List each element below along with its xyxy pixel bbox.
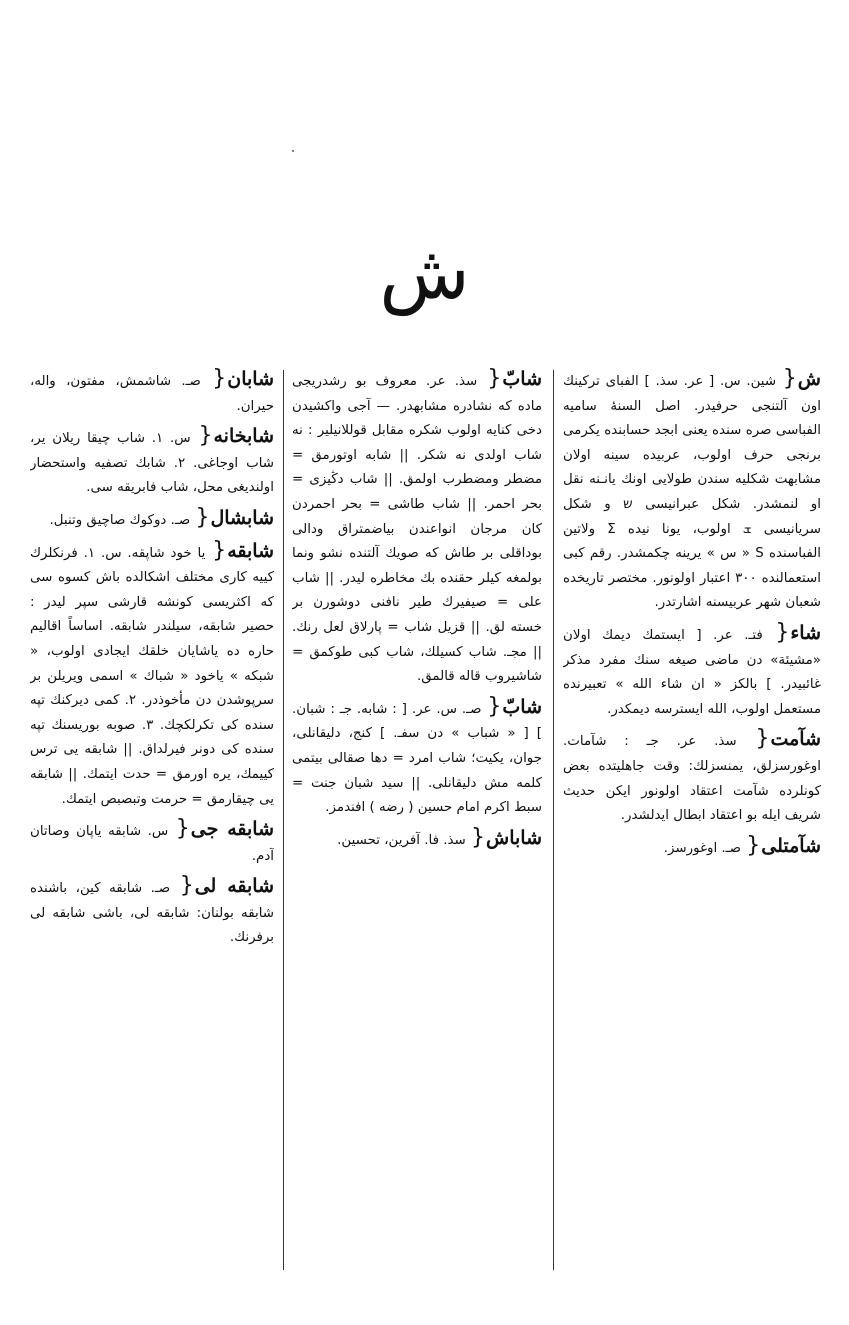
entry-definition: صـ. دوكوك صاچيق وتنبل. [49,512,191,528]
entry-brace: { [212,537,227,563]
entry-brace: { [487,368,502,391]
entry-definition: سذ. عر. جـ : شآمات. اوغورسزلق، يمنسزلك: وقت جاهليتده بعض كونلرده شآمت اعتقاد اولونور ايكن حديث شريف ايله بو اعتقاد ابطال ايدلشدر. [563,734,821,824]
dictionary-column-left [30,368,274,1308]
entry-headword: شابقه جى [190,818,274,841]
entry-headword: شابشال [210,506,274,529]
dictionary-entry [292,693,542,821]
entry-brace: { [198,423,213,449]
entry-headword: شابقه [227,539,274,562]
entry-headword: ش [797,368,821,390]
entry-definition: صـ. شابقه كين، باشنده شابقه بولنان: شابقه لى، باشى شابقه لى برفرنك. [30,881,274,946]
dictionary-entry [563,728,821,828]
dictionary-entry [292,368,542,690]
entry-definition: س. شابقه ياپان وصاتان آدم. [30,824,274,864]
column-divider-right [553,370,554,1270]
scan-speck [292,150,294,152]
entry-headword: شاباش [486,826,542,849]
entry-headword: شابان [227,368,274,390]
dictionary-entry [292,824,542,854]
entry-definition: س. ١. شاب چيقا ريلان ير، شاب اوجاغى. ٢. شابك تصفيه واستحضار اولنديغى محل، شاب فابريقه سى. [30,431,274,496]
dictionary-entry [563,368,821,616]
dictionary-entry [563,832,821,862]
column-divider-left [283,370,284,1270]
entry-headword: شابّ [502,368,542,390]
dictionary-column-middle [292,368,542,1308]
entry-definition: سذ. فا. آفرين، تحسين. [337,832,466,848]
entry-definition: صـ. س. عر. [ : شابه. جـ : شبان. ] [ « شباب » دن سفـ. ] كنج، دليقانلى، جوان، يكيت؛ شاب امرد = دها صقالى بيتمى كلمه مش دليقانلى. || سيد شبان جنت = سبط اكرم امام حسين ( رضه ) افندمز. [292,701,542,816]
entry-brace: { [471,824,486,850]
entry-brace: { [755,726,770,752]
dictionary-entry [30,425,274,501]
entry-brace: { [782,368,797,391]
entry-headword: شابقه لى [194,875,274,898]
dictionary-entry [30,818,274,869]
entry-definition: صـ. شاشمش، مفتون، واله، حيران. [30,374,274,414]
entry-headword: شابخانه [213,425,274,448]
entry-brace: { [195,504,210,530]
entry-brace: { [775,619,790,645]
entry-brace: { [487,693,502,719]
entry-definition: صـ. اوغورسز. [663,840,741,856]
dictionary-entry [30,368,274,419]
section-letter-heading: ش [379,230,470,316]
dictionary-column-right [563,368,821,1308]
dictionary-entry [30,537,274,813]
entry-definition: فتـ. عر. [ ايستمك ديمك اولان «مشيئة» دن ماضى صيغه سنك مفرد مذكر غائبيدر. ] بالكز « ان شاء الله » تعبيرنده مستعمل اولوب، الله ايسترسه ديمكدر. [563,627,821,717]
dictionary-entry [30,504,274,534]
entry-brace: { [746,832,761,858]
entry-brace: { [175,816,190,842]
dictionary-entry [563,619,821,722]
entry-brace: { [179,873,194,899]
entry-headword: شآمتلى [761,834,821,857]
entry-brace: { [212,368,227,391]
entry-headword: شابّ [502,695,542,718]
dictionary-entry [30,875,274,951]
entry-definition: سذ. عر. معروف بو رشدريجى ماده كه نشادره مشابهدر. — آجى واكشيدن دخى كنايه اولوب شكره مقابل قوللانيلير : نه شاب اولدى نه شكر. || شابه اوتورمق = مضطر ومضطرب اولمق. || شاب دڭيزى = بحر احمر. || شاب طاشى = بحر احمردن كان مرجان انواعندن بياضمتراق ودالى بوداقلى بر طاش كه صويك آلتنده نشو ونما بولمغه كيلر حقنده بك مخاطره ليدر. || شاب على = صيفيرك طير نافنى دوشورن بر خسته لق. || قزيل شاب = پارلاق لعل رنك. || مجـ. شاب كسيلك، شاب كبى طوكمق = شاشيروب قاله قالمق. [292,374,542,685]
entry-headword: شآمت [770,728,821,751]
entry-definition: يا خود شاپقه. س. ١. فرنكلرك كييه كارى مختلف اشكالده باش كسوه سى كه اكثريسى كونشه قارشى سپر ليدر : حصير شابقه، سيلندر شابقه. اساساً اقاليم حاره ده ياشايان خلقك ايجادى اولوب، « شبكه » ياخود « شباك » اسمى ويريلن بر سرپوشدن دن مأخوذدر. ٢. كمى ديركنك تپه سنده كى تكرلكچك. ٣. صوبه بوريسنك تپه سنده كى دونر فيرلداق. || شابقه يى ترس كييمك، يره اورمق = حدت ايتمك. || شابقه يى چيقارمق = حرمت وتبصبص ايتمك. [30,545,274,807]
entry-definition: شين. س. [ عر. سذ. ] الفباى تركينك اون آلتنجى حرفيدر. اصل السنهٔ ساميه الفباسى صره سنده يعنى ابجد حسابنده يكرمى برنجى حرف اولوب، عربيده سينه اولان مشابهت شكليه سندن طولايى اونك يانـنه نقل او لنمشدر. شكل عبرانيسى ש و شكل سريانيسى ܫ اولوب، يونا نيده Σ ولاتين الفباسنده S « س » يرينه چكمشدر. رقم كبى استعمالنده ٣٠٠ اعتبار اولونور. مختصر تاريخده شعبان شهر عربيسنه اشارتدر. [563,374,821,611]
entry-headword: شاء [790,621,821,644]
